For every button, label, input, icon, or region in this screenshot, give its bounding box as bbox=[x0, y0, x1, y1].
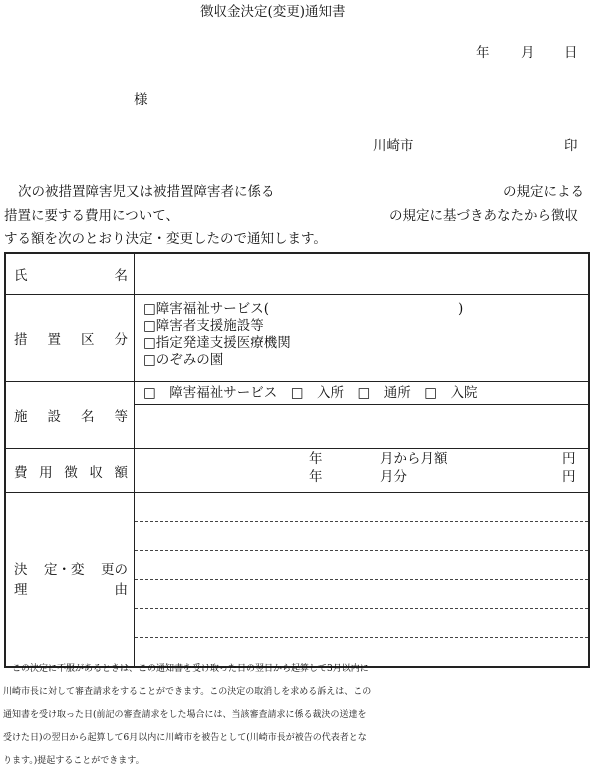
fee-line1-year: 年 bbox=[309, 451, 323, 467]
fee-line2-yen: 円 bbox=[562, 469, 576, 485]
date-day: 日 bbox=[564, 45, 578, 61]
fee-cell bbox=[135, 449, 590, 493]
fee-line1-month: 月から月額 bbox=[380, 451, 448, 467]
category-option-welfare[interactable]: □障害福祉サービス( ) bbox=[143, 301, 464, 317]
page-title: 徴収金決定(変更)通知書 bbox=[200, 4, 346, 20]
reason-line bbox=[135, 579, 588, 608]
reason-label-cell bbox=[5, 493, 135, 668]
facility-label-cell bbox=[5, 382, 135, 449]
reason-label-line1: 決 定・変 更の bbox=[14, 562, 128, 578]
name-label: 氏 名 bbox=[14, 268, 128, 284]
name-label-cell bbox=[5, 253, 135, 295]
date-month: 月 bbox=[521, 45, 535, 61]
name-value-cell[interactable] bbox=[135, 253, 590, 295]
intro-line3: する額を次のとおり決定・変更したので通知します。 bbox=[4, 231, 327, 247]
category-label: 措 置 区 分 bbox=[14, 332, 128, 348]
intro-line1-a: 次の被措置障害児又は被措置障害者に係る bbox=[18, 184, 275, 200]
facility-cell bbox=[135, 382, 590, 449]
category-label-cell bbox=[5, 295, 135, 382]
notice-line: 受けた日)の翌日から起算して6月以内に川崎市を被告として(川崎市長が被告の代表者とな bbox=[3, 733, 367, 743]
notice-line: この決定に不服があるときは、この通知書を受け取った日の翌日から起算して3月以内に bbox=[3, 664, 369, 674]
notice-line: ります。)提起することができます。 bbox=[3, 756, 145, 766]
facility-label: 施 設 名 等 bbox=[14, 409, 128, 425]
category-option-medical[interactable]: □指定発達支援医療機関 bbox=[143, 335, 291, 351]
fee-line1-yen: 円 bbox=[562, 451, 576, 467]
reason-line bbox=[135, 608, 588, 637]
issuer-seal: 印 bbox=[564, 138, 578, 154]
intro-line2-b: の規定に基づきあなたから徴収 bbox=[389, 208, 578, 224]
fee-line2-month: 月分 bbox=[380, 469, 407, 485]
intro-line2-a: 措置に要する費用について、 bbox=[4, 208, 179, 224]
reason-field[interactable] bbox=[135, 493, 590, 668]
intro-line1-b: の規定による bbox=[503, 184, 584, 200]
fee-label: 費 用 徴 収 額 bbox=[14, 464, 128, 481]
fee-line2-year: 年 bbox=[309, 469, 323, 485]
category-option-nozomi[interactable]: □のぞみの園 bbox=[143, 352, 224, 368]
facility-name-field[interactable] bbox=[135, 405, 588, 447]
category-options-cell bbox=[135, 295, 590, 382]
reason-label-line2: 理 由 bbox=[14, 582, 128, 598]
category-option-support-facility[interactable]: □障害者支援施設等 bbox=[143, 318, 264, 334]
appeal-notice bbox=[3, 658, 593, 773]
addressee-suffix: 様 bbox=[134, 92, 148, 108]
notice-line: 川崎市長に対して審査請求をすることができます。この決定の取消しを求める訴えは、この bbox=[3, 687, 372, 697]
notice-line: 通知書を受け取った日(前記の審査請求をした場合には、当該審査請求に係る裁決の送達を bbox=[3, 710, 367, 720]
reason-line bbox=[135, 550, 588, 579]
reason-line bbox=[135, 521, 588, 550]
issuer-name: 川崎市 bbox=[373, 138, 414, 154]
decision-form-table bbox=[4, 252, 590, 668]
date-year: 年 bbox=[476, 45, 490, 61]
facility-type-options[interactable]: □ 障害福祉サービス □ 入所 □ 通所 □ 入院 bbox=[135, 382, 588, 405]
fee-label-cell bbox=[5, 449, 135, 493]
